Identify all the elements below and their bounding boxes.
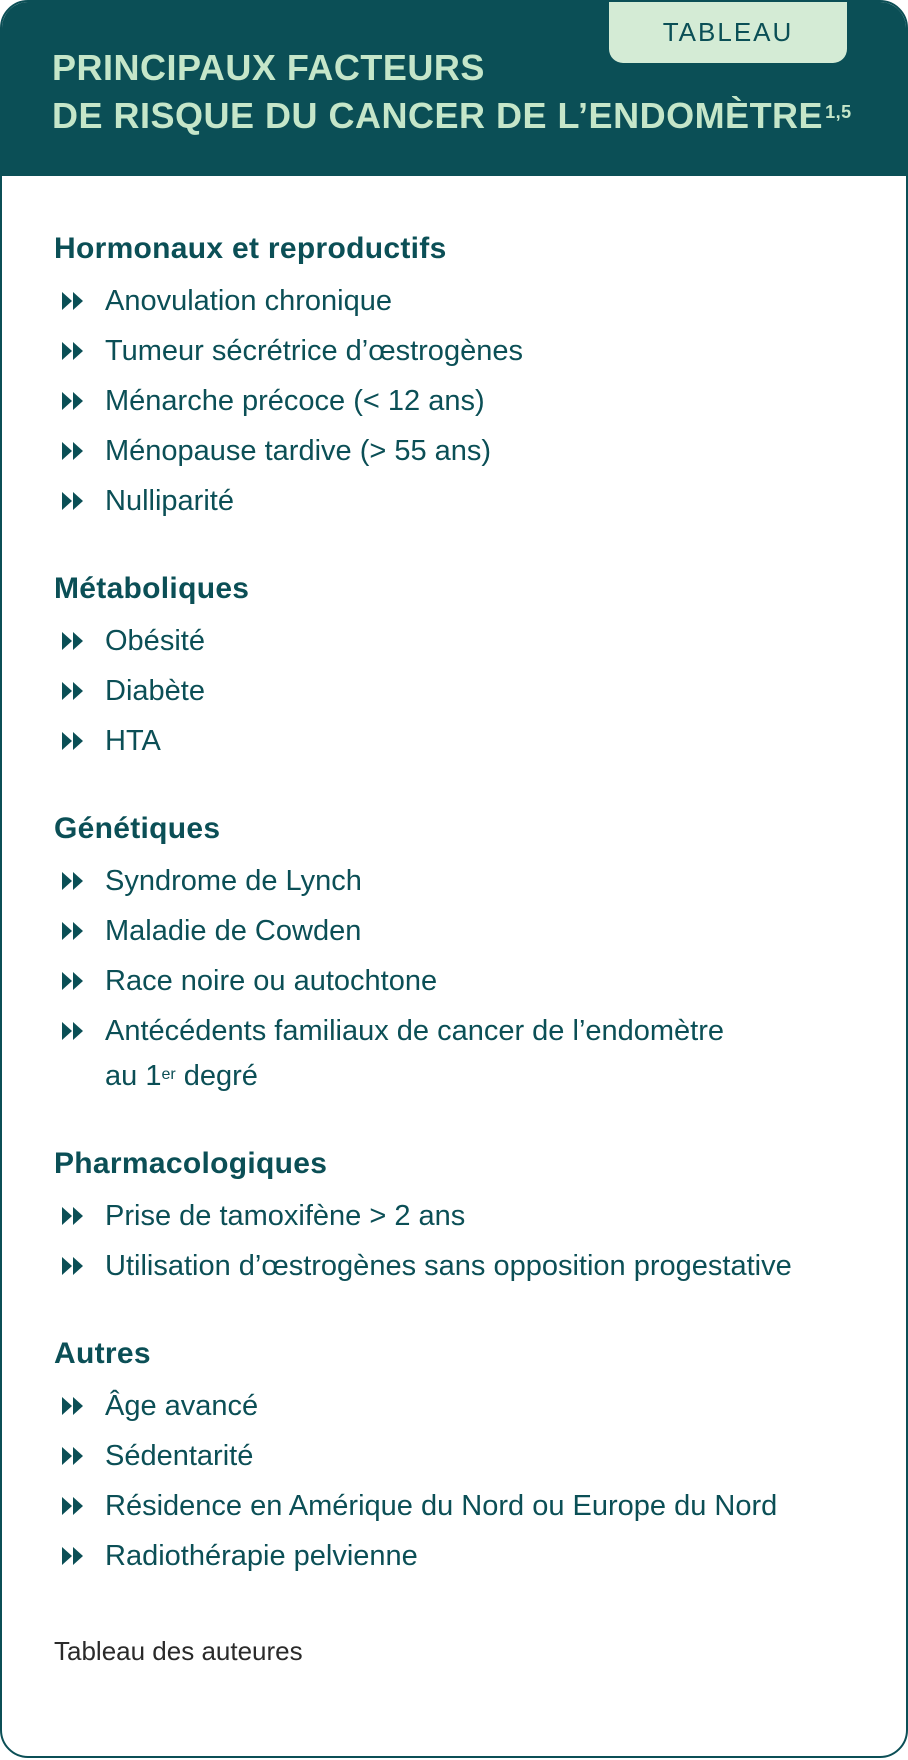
double-chevron-right-icon	[54, 1434, 105, 1479]
list-item-text-line-2	[105, 1054, 874, 1099]
list-item	[54, 669, 874, 714]
list-item	[54, 719, 874, 764]
list-item-text: Radiothérapie pelvienne	[105, 1540, 418, 1572]
double-chevron-right-icon	[54, 329, 105, 374]
list-item	[54, 479, 874, 524]
double-chevron-right-icon	[54, 479, 105, 524]
double-chevron-right-icon	[54, 719, 105, 764]
double-chevron-right-icon	[54, 1384, 105, 1429]
section-title: Génétiques	[54, 812, 221, 845]
double-chevron-right-icon	[54, 279, 105, 324]
list-item-text: Prise de tamoxifène > 2 ans	[105, 1200, 466, 1232]
double-chevron-right-icon	[54, 429, 105, 474]
list-item-text: Ménopause tardive (> 55 ans)	[105, 435, 492, 467]
list-item	[54, 1484, 874, 1529]
list-item-text: Âge avancé	[105, 1390, 259, 1422]
list-item-text-line-1: Antécédents familiaux de cancer de l’endomètre	[105, 1015, 725, 1047]
list-item-text: Utilisation d’œstrogènes sans opposition progestative	[105, 1250, 792, 1282]
ordinal-superscript: er	[161, 1066, 176, 1083]
table-title-line-2-text: DE RISQUE DU CANCER DE L’ENDOMÈTRE	[52, 95, 824, 136]
list-item	[54, 1434, 874, 1479]
list-item-text: HTA	[105, 725, 161, 757]
section-pharmacologic	[54, 1139, 874, 1289]
list-item-text: Ménarche précoce (< 12 ans)	[105, 385, 485, 417]
table-header	[2, 2, 906, 176]
double-chevron-right-icon	[54, 909, 105, 954]
table-source-note: Tableau des auteures	[54, 1636, 303, 1666]
list-item	[54, 1194, 874, 1239]
section-title: Pharmacologiques	[54, 1147, 328, 1180]
list-item	[54, 619, 874, 664]
double-chevron-right-icon	[54, 1194, 105, 1239]
table-body	[54, 224, 874, 1619]
table-title-line-2	[52, 92, 852, 140]
list-item	[54, 279, 874, 324]
section-genetic	[54, 804, 874, 1099]
double-chevron-right-icon	[54, 1009, 105, 1054]
list-item	[54, 859, 874, 904]
section-title: Métaboliques	[54, 572, 250, 605]
list-item	[54, 909, 874, 954]
list-item-text: Anovulation chronique	[105, 285, 392, 317]
section-other	[54, 1329, 874, 1579]
list-item-text: Nulliparité	[105, 485, 234, 517]
list-item	[54, 1534, 874, 1579]
double-chevron-right-icon	[54, 1244, 105, 1289]
section-title: Hormonaux et reproductifs	[54, 232, 447, 265]
list-item	[54, 379, 874, 424]
list-item-text: Obésité	[105, 625, 205, 657]
double-chevron-right-icon	[54, 379, 105, 424]
section-metabolic	[54, 564, 874, 764]
double-chevron-right-icon	[54, 1484, 105, 1529]
table-title-line-1: PRINCIPAUX FACTEURS	[52, 47, 485, 88]
section-hormonal-reproductive	[54, 224, 874, 524]
section-title: Autres	[54, 1337, 151, 1370]
list-item-text: Diabète	[105, 675, 205, 707]
list-item-text: Race noire ou autochtone	[105, 965, 438, 997]
table-title	[52, 44, 852, 140]
double-chevron-right-icon	[54, 669, 105, 714]
list-item-text: Maladie de Cowden	[105, 915, 362, 947]
double-chevron-right-icon	[54, 619, 105, 664]
double-chevron-right-icon	[54, 1534, 105, 1579]
list-item	[54, 1244, 874, 1289]
list-item	[54, 1384, 874, 1429]
list-item	[54, 329, 874, 374]
double-chevron-right-icon	[54, 859, 105, 904]
list-item-text: Résidence en Amérique du Nord ou Europe du Nord	[105, 1490, 778, 1522]
table-tag: TABLEAU	[609, 2, 847, 63]
list-item	[54, 959, 874, 1004]
title-reference-superscript: 1,5	[825, 102, 852, 122]
list-item-text: Syndrome de Lynch	[105, 865, 362, 897]
list-item-text	[105, 1009, 874, 1099]
list-item-text-suffix: degré	[175, 1060, 258, 1092]
list-item	[54, 1009, 874, 1099]
list-item-text: Sédentarité	[105, 1440, 254, 1472]
list-item-text: Tumeur sécrétrice d’œstrogènes	[105, 335, 523, 367]
double-chevron-right-icon	[54, 959, 105, 1004]
list-item-text-prefix: au 1	[105, 1060, 162, 1092]
list-item	[54, 429, 874, 474]
